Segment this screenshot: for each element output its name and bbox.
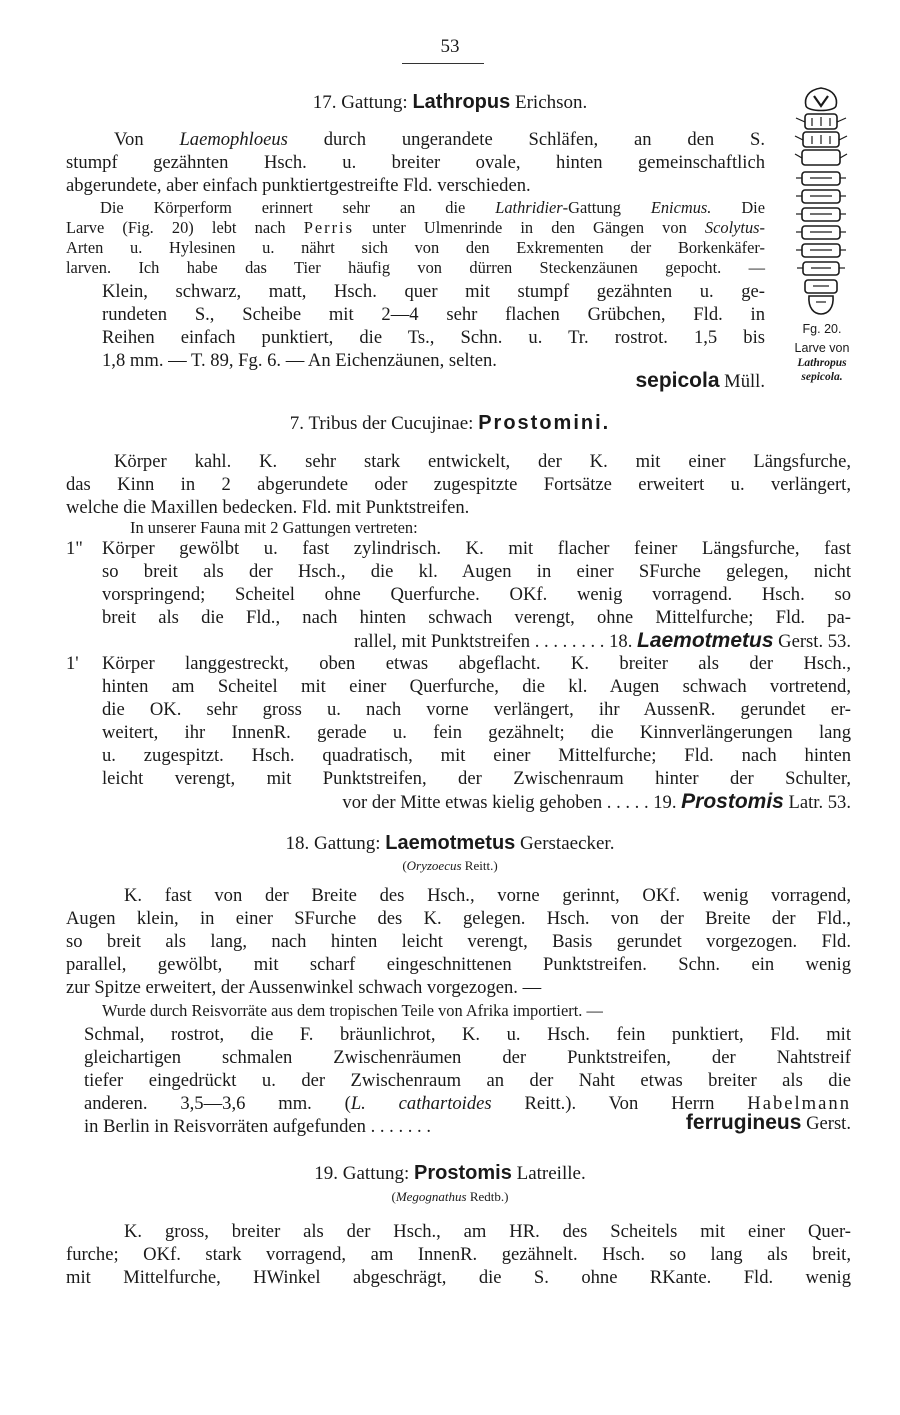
species-name: ferrugineus <box>685 1111 802 1134</box>
genus-18-heading: 18. Gattung: Laemotmetus Gerstaecker. <box>285 832 615 854</box>
key-text-line: stumpf gezähnten Hsch. u. breiter ovale, hinten gemeinschaftlich <box>66 152 765 173</box>
species-text-line: Klein, schwarz, matt, Hsch. quer mit stumpf gezähnten u. ge- <box>102 281 765 302</box>
key-line: hinten am Scheitel mit einer Querfurche, die kl. Augen schwach vortretend, <box>102 676 851 697</box>
text-line: mit Mittelfurche, HWinkel abgeschrägt, die S. ohne RKante. Fld. wenig <box>66 1267 851 1288</box>
key-line: leicht verengt, mit Punktstreifen, der Zwischenraum hinter der Schulter, <box>102 768 851 789</box>
key-line: breit als die Fld., nach hinten schwach verengt, ohne Mittelfurche; Fld. pa- <box>102 607 851 628</box>
key-text-line: Von Laemophloeus durch ungerandete Schläfen, an den S. <box>114 129 765 150</box>
text-line: K. fast von der Breite des Hsch., vorne gerinnt, OKf. wenig vorragend, <box>124 885 851 906</box>
genus-17-name: Lathropus <box>412 91 511 113</box>
species-name-line: ferrugineus Gerst. <box>685 1111 851 1134</box>
key-couplet-number: 1' <box>66 653 79 674</box>
species-text-line: gleichartigen schmalen Zwischenräumen der Punktstreifen, der Nahtstreif <box>84 1047 851 1068</box>
key-line: rallel, mit Punktstreifen . . . . . . . . 18. Laemotmetus Gerst. 53. <box>353 629 851 652</box>
key-line: u. zugespitzt. Hsch. quadratisch, mit einer Mittelfurche; Fld. nach hinten <box>102 745 851 766</box>
species-text-line: in Berlin in Reisvorräten aufgefunden . . . . . . . <box>84 1116 431 1137</box>
species-name: sepicola <box>635 369 720 392</box>
text-line: Augen klein, in einer SFurche des K. gelegen. Hsch. von der Breite der Fld., <box>66 908 851 929</box>
key-line: Körper langgestreckt, oben etwas abgeflacht. K. breiter als der Hsch., <box>102 653 851 674</box>
tribe-heading: 7. Tribus der Cucujinae: Prostomini. <box>289 412 611 434</box>
key-text-line: abgerundete, aber einfach punktiertgestreifte Fld. verschieden. <box>66 175 531 196</box>
note-line: Die Körperform erinnert sehr an die Lathridier-Gattung Enicmus. Die <box>100 198 765 217</box>
key-line: vorspringend; Scheitel ohne Querfurche. OKf. wenig vorragend. Hsch. so <box>102 584 851 605</box>
note-line: Arten u. Hylesinen u. nährt sich von den Exkrementen der Borkenkäfer- <box>66 238 765 257</box>
species-name-line: sepicola Müll. <box>635 369 765 392</box>
figure-caption: Larve von <box>794 341 850 355</box>
genus-name: Laemotmetus <box>637 629 774 652</box>
species-text-line: Schmal, rostrot, die F. bräunlichrot, K. u. Hsch. fein punktiert, Fld. mit <box>84 1024 851 1045</box>
text-line: K. gross, breiter als der Hsch., am HR. des Scheitels mit einer Quer- <box>124 1221 851 1242</box>
tribe-name: Prostomini. <box>478 412 611 434</box>
genus-19-name: Prostomis <box>414 1162 512 1184</box>
species-text-line: tiefer eingedrückt u. der Zwischenraum an der Naht etwas breiter als die <box>84 1070 851 1091</box>
page-number: 53 <box>440 36 460 57</box>
text-line: zur Spitze erweitert, der Aussenwinkel schwach vorgezogen. — <box>66 977 542 998</box>
figure-caption: Lathropus <box>797 357 847 369</box>
page-number-rule <box>402 63 484 64</box>
note-line: larven. Ich habe das Tier häufig von dürren Steckenzäunen gepocht. — <box>66 258 765 277</box>
genus-17-heading: 17. Gattung: Lathropus Erichson. <box>312 91 588 113</box>
species-text-line: rundeten S., Scheibe mit 2—4 sehr flachen Grübchen, Fld. in <box>102 304 765 325</box>
species-text-line: Reihen einfach punktiert, die Ts., Schn. u. Tr. rostrot. 1,5 bis <box>102 327 765 348</box>
synonym: (Megognathus Redtb.) <box>391 1189 509 1204</box>
key-line: weitert, ihr InnenR. gerade u. fein gezähnelt; die Kinnverlängerungen lang <box>102 722 851 743</box>
key-line: so breit als der Hsch., die kl. Augen in einer SFurche gelegen, nicht <box>102 561 851 582</box>
key-line: Körper gewölbt u. fast zylindrisch. K. mit flacher feiner Längsfurche, fast <box>102 538 851 559</box>
synonym: (Oryzoecus Reitt.) <box>402 858 498 873</box>
text-line: welche die Maxillen bedecken. Fld. mit Punktstreifen. <box>66 497 470 518</box>
key-line: vor der Mitte etwas kielig gehoben . . . . . 19. Prostomis Latr. 53. <box>342 790 851 813</box>
larva-figure <box>794 86 848 316</box>
species-text-line: 1,8 mm. — T. 89, Fg. 6. — An Eichenzäunen, selten. <box>102 350 497 371</box>
note-line: Larve (Fig. 20) lebt nach Perris unter Ulmenrinde in den Gängen von Scolytus- <box>66 218 765 237</box>
figure-label: Fg. 20. <box>802 322 842 336</box>
text-line: das Kinn in 2 abgerundete oder zugespitzte Fortsätze erweitert u. verlängert, <box>66 474 851 495</box>
text-line: so breit als lang, nach hinten leicht verengt, Basis gerundet vorgezogen. Fld. <box>66 931 851 952</box>
text-line: In unserer Fauna mit 2 Gattungen vertreten: <box>130 518 418 537</box>
note-line: Wurde durch Reisvorräte aus dem tropischen Teile von Afrika importiert. — <box>102 1001 603 1020</box>
key-line: die OK. sehr gross u. nach vorne verlängert, ihr AussenR. gerundet er- <box>102 699 851 720</box>
figure-caption: sepicola. <box>801 371 843 383</box>
text-line: parallel, gewölbt, mit scharf eingeschnittenen Punktstreifen. Schn. ein wenig <box>66 954 851 975</box>
key-couplet-number: 1" <box>66 538 83 559</box>
genus-name: Prostomis <box>681 790 784 813</box>
genus-18-name: Laemotmetus <box>385 832 516 854</box>
text-line: Körper kahl. K. sehr stark entwickelt, der K. mit einer Längsfurche, <box>114 451 851 472</box>
species-text-line: anderen. 3,5—3,6 mm. (L. cathartoides Reitt.). Von Herrn Habelmann <box>84 1093 851 1114</box>
genus-19-heading: 19. Gattung: Prostomis Latreille. <box>314 1162 586 1184</box>
text-line: furche; OKf. stark vorragend, am InnenR. gezähnelt. Hsch. so lang als breit, <box>66 1244 851 1265</box>
